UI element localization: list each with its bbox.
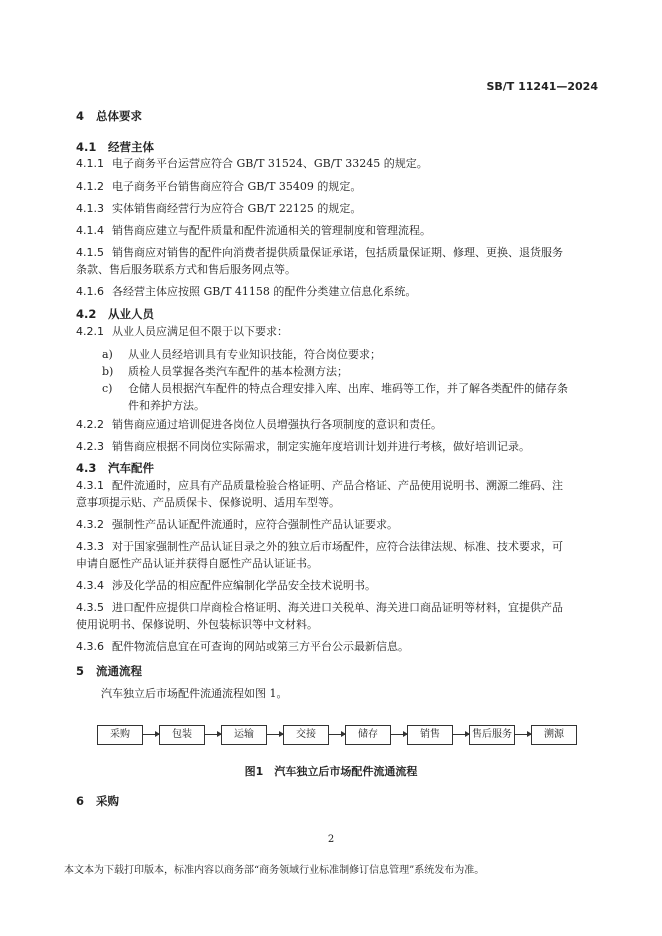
flow-step-storage: 储存: [345, 725, 391, 745]
flow-step-after-sales: 售后服务: [469, 725, 515, 745]
clause-4-1-4: 4.1.4 销售商应建立与配件质量和配件流通相关的管理制度和管理流程。: [76, 224, 431, 237]
clause-4-3-3: 4.3.3 对于国家强制性产品认证目录之外的独立后市场配件，应符合法律法规、标准、技术要求，可: [76, 540, 563, 553]
flow-step-sales: 销售: [407, 725, 453, 745]
clause-4-3-4: 4.3.4 涉及化学品的相应配件应编制化学品安全技术说明书。: [76, 579, 376, 592]
flow-arrow: [515, 734, 531, 735]
flow-step-packaging: 包装: [159, 725, 205, 745]
clause-4-1-6: 4.1.6 各经营主体应按照 GB/T 41158 的配件分类建立信息化系统。: [76, 285, 417, 298]
clause-4-3-5: 4.3.5 进口配件应提供口岸商检合格证明、海关进口关税单、海关进口商品证明等材料，宜提供产品: [76, 601, 563, 614]
flow-arrow: [329, 734, 345, 735]
flow-step-transport: 运输: [221, 725, 267, 745]
section-heading-4: 4 总体要求: [76, 109, 142, 123]
section-heading-4-3: 4.3 汽车配件: [76, 461, 154, 475]
clause-4-3-1: 4.3.1 配件流通时，应具有产品质量检验合格证明、产品合格证、产品使用说明书、溯源二维码、注: [76, 479, 563, 492]
standard-code: SB/T 11241—2024: [486, 80, 598, 93]
list-item-c: c) 仓储人员根据汽车配件的特点合理安排入库、出库、堆码等工作，并了解各类配件的储存条: [102, 382, 568, 395]
clause-4-2-2: 4.2.2 销售商应通过培训促进各岗位人员增强执行各项制度的意识和责任。: [76, 418, 442, 431]
section-heading-5: 5 流通流程: [76, 664, 142, 678]
flow-step-procurement: 采购: [97, 725, 143, 745]
clause-4-1-5: 4.1.5 销售商应对销售的配件向消费者提供质量保证承诺，包括质量保证期、修理、更换、退货服务: [76, 246, 563, 259]
clause-4-3-5-cont: 使用说明书、保修说明、外包装标识等中文材料。: [76, 618, 318, 631]
section-5-intro: 汽车独立后市场配件流通流程如图 1。: [101, 687, 288, 700]
clause-4-3-3-cont: 申请自愿性产品认证并获得自愿性产品认证证书。: [76, 557, 318, 570]
clause-4-2-1: 4.2.1 从业人员应满足但不限于以下要求：: [76, 325, 288, 338]
list-item-a: a) 从业人员经培训具有专业知识技能，符合岗位要求；: [102, 348, 381, 361]
section-heading-6: 6 采购: [76, 794, 119, 808]
section-heading-4-1: 4.1 经营主体: [76, 140, 154, 154]
flow-diagram: [97, 725, 581, 745]
flow-step-traceability: 溯源: [531, 725, 577, 745]
clause-4-1-2: 4.1.2 电子商务平台销售商应符合 GB/T 35409 的规定。: [76, 180, 362, 193]
clause-4-3-2: 4.3.2 强制性产品认证配件流通时，应符合强制性产品认证要求。: [76, 518, 398, 531]
flow-arrow: [205, 734, 221, 735]
clause-4-1-5-cont: 条款、售后服务联系方式和售后服务网点等。: [76, 263, 296, 276]
clause-4-3-6: 4.3.6 配件物流信息宜在可查询的网站或第三方平台公示最新信息。: [76, 640, 409, 653]
list-item-c-cont: 件和养护方法。: [128, 399, 205, 412]
flow-arrow: [143, 734, 159, 735]
list-item-b: b) 质检人员掌握各类汽车配件的基本检测方法；: [102, 365, 348, 378]
footer-note: 本文本为下载打印版本，标准内容以商务部“商务领域行业标准制修订信息管理”系统发布为准。: [64, 865, 485, 876]
flow-arrow: [453, 734, 469, 735]
figure-caption: 图1 汽车独立后市场配件流通流程: [244, 765, 418, 778]
clause-4-2-3: 4.2.3 销售商应根据不同岗位实际需求，制定实施年度培训计划并进行考核，做好培训记录。: [76, 440, 530, 453]
clause-4-1-1: 4.1.1 电子商务平台运营应符合 GB/T 31524、GB/T 33245 的规定。: [76, 157, 428, 170]
clause-4-1-3: 4.1.3 实体销售商经营行为应符合 GB/T 22125 的规定。: [76, 202, 362, 215]
flow-arrow: [267, 734, 283, 735]
flow-arrow: [391, 734, 407, 735]
page-number: 2: [327, 834, 335, 845]
clause-4-3-1-cont: 意事项提示贴、产品质保卡、保修说明、适用车型等。: [76, 496, 340, 509]
section-heading-4-2: 4.2 从业人员: [76, 307, 154, 321]
flow-step-handover: 交接: [283, 725, 329, 745]
